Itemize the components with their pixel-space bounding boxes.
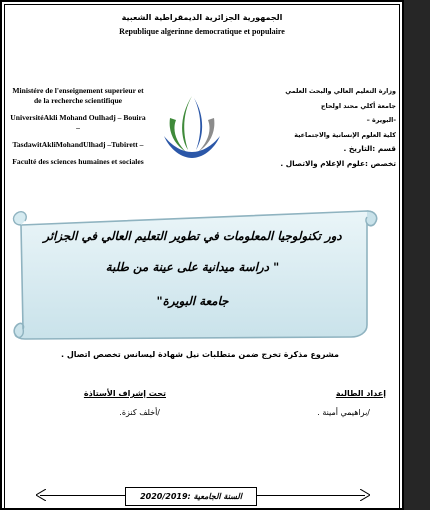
supervisor-name: /أخلف كنزة. — [119, 408, 160, 417]
supervisor-label: تحت إشراف الأستاذة — [83, 389, 166, 398]
viewer-sidebar — [404, 0, 430, 510]
thesis-title-line-1: دور تكنولوجيا المعلومات في تطوير التعليم العالي في الجزائر — [43, 229, 342, 243]
year-line-left — [40, 495, 125, 496]
arabic-institution-block — [244, 84, 396, 171]
arabic-faculty: كلية العلوم الإنسانية والاجتماعية — [294, 130, 396, 139]
arabic-ministry: وزارة التعليم العالي والبحث العلمي — [285, 87, 396, 95]
header-french-republic: Republique algerinne democratique et populaire — [119, 27, 285, 36]
french-city: TasdawitAkliMohandUlhadj –Tubirett – — [12, 140, 144, 149]
french-ministry: Ministére de l'enseignement superieur et de la recherche scientifique — [12, 86, 144, 105]
arabic-city: -البويرة – — [366, 116, 396, 124]
memo-description: مشروع مذكرة تخرج ضمن متطلبات نيل شهادة ليسانس تخصص اتصال . — [61, 350, 339, 359]
french-faculty: Faculté des sciences humaines et sociales — [12, 157, 144, 166]
french-institution-block — [8, 86, 148, 174]
prepared-by-label: إعداد الطالبة — [335, 389, 386, 398]
year-line-right — [255, 495, 365, 496]
thesis-title-line-2: " دراسة ميدانية على عينة من طلبة — [105, 260, 280, 274]
arabic-department: قسم :التاريخ . — [343, 144, 396, 153]
thesis-title-line-3: جامعة البويرة" — [156, 294, 229, 308]
arabic-specialty: تخصص :علوم الإعلام والاتصال . — [280, 158, 396, 168]
university-logo-icon — [158, 92, 226, 162]
arabic-university: جامعة أكلي محند اولحاج — [320, 101, 396, 110]
arrow-left-icon — [36, 489, 46, 501]
french-university: UniversitéAkli Mohand Oulhadj – Bouira – — [10, 113, 146, 132]
header-arabic-republic: الجمهورية الجزائرية الديمقراطية الشعبية — [121, 13, 283, 22]
student-name: /براهيمي أمينة . — [317, 408, 370, 417]
title-scroll-banner — [7, 203, 380, 347]
academic-year: السنة الجامعية :2020/2019 — [125, 487, 257, 506]
arrow-right-icon — [360, 489, 370, 501]
